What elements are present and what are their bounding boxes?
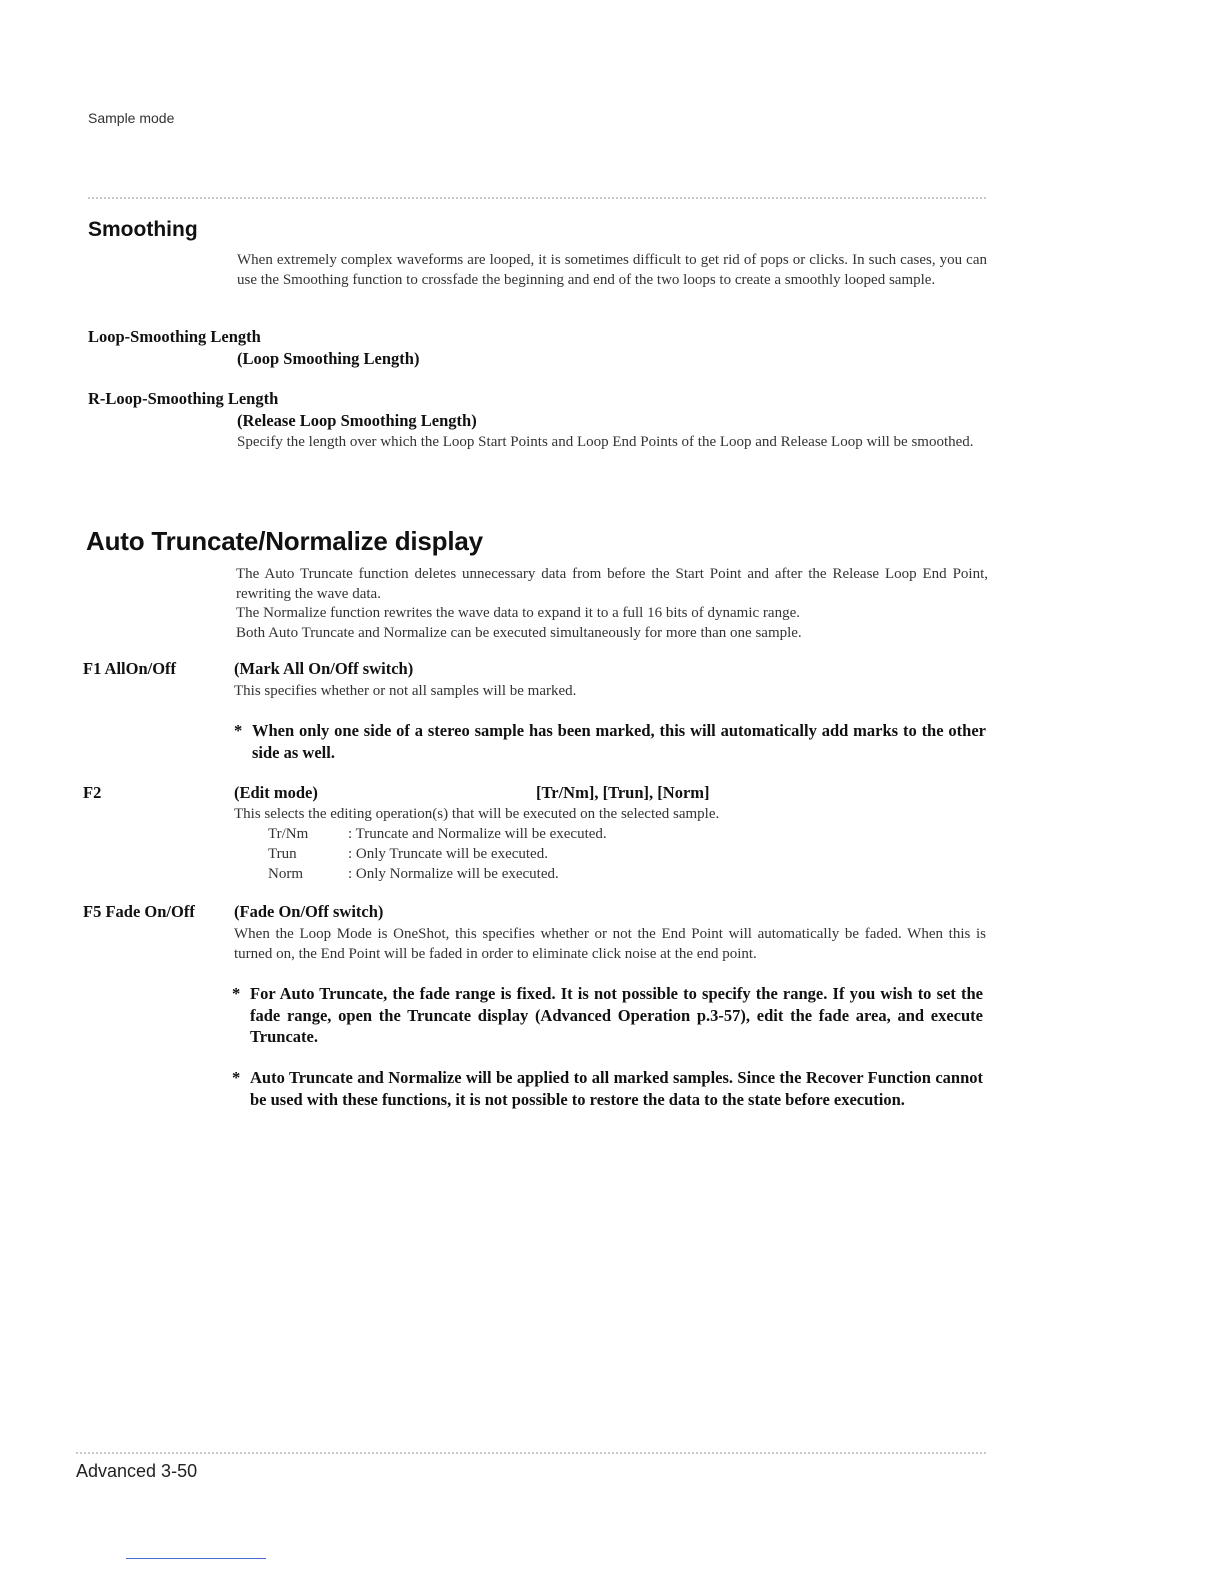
mode-item-norm — [268, 865, 868, 885]
f2-body: This selects the editing operation(s) that will be executed on the selected sample. — [234, 806, 720, 822]
mode-desc: : Only Truncate will be executed. — [348, 846, 548, 862]
f2-mode-list — [268, 825, 868, 885]
smoothing-heading: Smoothing — [88, 218, 198, 241]
page-number: Advanced 3-50 — [76, 1461, 198, 1481]
loop-smoothing-sub: (Loop Smoothing Length) — [237, 349, 420, 368]
f1-note — [234, 720, 986, 763]
intro-paragraph-2: The Normalize function rewrites the wave data to expand it to a full 16 bits of dynamic range. — [236, 605, 800, 621]
f1-body: This specifies whether or not all samples will be marked. — [234, 683, 577, 699]
f1-title: (Mark All On/Off switch) — [234, 659, 414, 678]
f5-note-1 — [232, 983, 983, 1048]
auto-truncate-intro — [236, 565, 988, 643]
mode-key: Trun — [268, 846, 297, 862]
f5-body: When the Loop Mode is OneShot, this specifies whether or not the End Point will automatically be faded. When this is turned on, the End Point will be faded in order to eliminate click noise at the end point. — [234, 926, 986, 962]
note-asterisk: * — [232, 1068, 241, 1087]
auto-truncate-heading: Auto Truncate/Normalize display — [86, 526, 483, 556]
running-header: Sample mode — [88, 110, 175, 126]
f2-values: [Tr/Nm], [Trun], [Norm] — [536, 783, 710, 802]
r-loop-smoothing-body: Specify the length over which the Loop Start Points and Loop End Points of the Loop and Release Loop will be smoothed. — [237, 434, 974, 450]
f1-key-label: F1 AllOn/Off — [83, 659, 177, 678]
f5-note-1-text: For Auto Truncate, the fade range is fixed. It is not possible to specify the range. If you wish to set the fade range, open the Truncate display (Advanced Operation p.3-57), edit the fade area, and execute Truncate. — [250, 984, 983, 1046]
f5-title: (Fade On/Off switch) — [234, 902, 384, 921]
intro-paragraph-3: Both Auto Truncate and Normalize can be executed simultaneously for more than one sample. — [236, 624, 802, 641]
loop-smoothing-label: Loop-Smoothing Length — [88, 327, 261, 346]
top-divider — [88, 197, 986, 199]
mode-desc: : Truncate and Normalize will be executed. — [348, 826, 607, 842]
mode-item-trun — [268, 845, 868, 865]
f2-key-label: F2 — [83, 783, 102, 802]
mode-key: Norm — [268, 866, 303, 882]
f2-title: (Edit mode) — [234, 783, 318, 802]
intro-paragraph-1: The Auto Truncate function deletes unnecessary data from before the Start Point and after the Release Loop End Point, rewriting the wave data. — [236, 566, 988, 602]
mode-key: Tr/Nm — [268, 826, 309, 842]
f5-note-2 — [232, 1067, 983, 1110]
f5-key-label: F5 Fade On/Off — [83, 902, 195, 921]
mode-item-trnm — [268, 825, 868, 845]
r-loop-smoothing-label: R-Loop-Smoothing Length — [88, 389, 279, 408]
f5-note-2-text: Auto Truncate and Normalize will be applied to all marked samples. Since the Recover Function cannot be used with these functions, it is not possible to restore the data to the state before execution. — [250, 1068, 983, 1109]
note-asterisk: * — [234, 721, 243, 740]
mode-desc: : Only Normalize will be executed. — [348, 866, 559, 882]
f1-note-text: When only one side of a stereo sample has been marked, this will automatically add marks to the other side as well. — [252, 721, 986, 762]
smoothing-body: When extremely complex waveforms are looped, it is sometimes difficult to get rid of pops or clicks. In such cases, you can use the Smoothing function to crossfade the beginning and end of the two loops to create a smoothly looped sample. — [237, 252, 987, 288]
scan-edge-line — [126, 1558, 266, 1559]
note-asterisk: * — [232, 984, 241, 1003]
r-loop-smoothing-sub: (Release Loop Smoothing Length) — [237, 411, 477, 430]
bottom-divider — [76, 1452, 986, 1454]
